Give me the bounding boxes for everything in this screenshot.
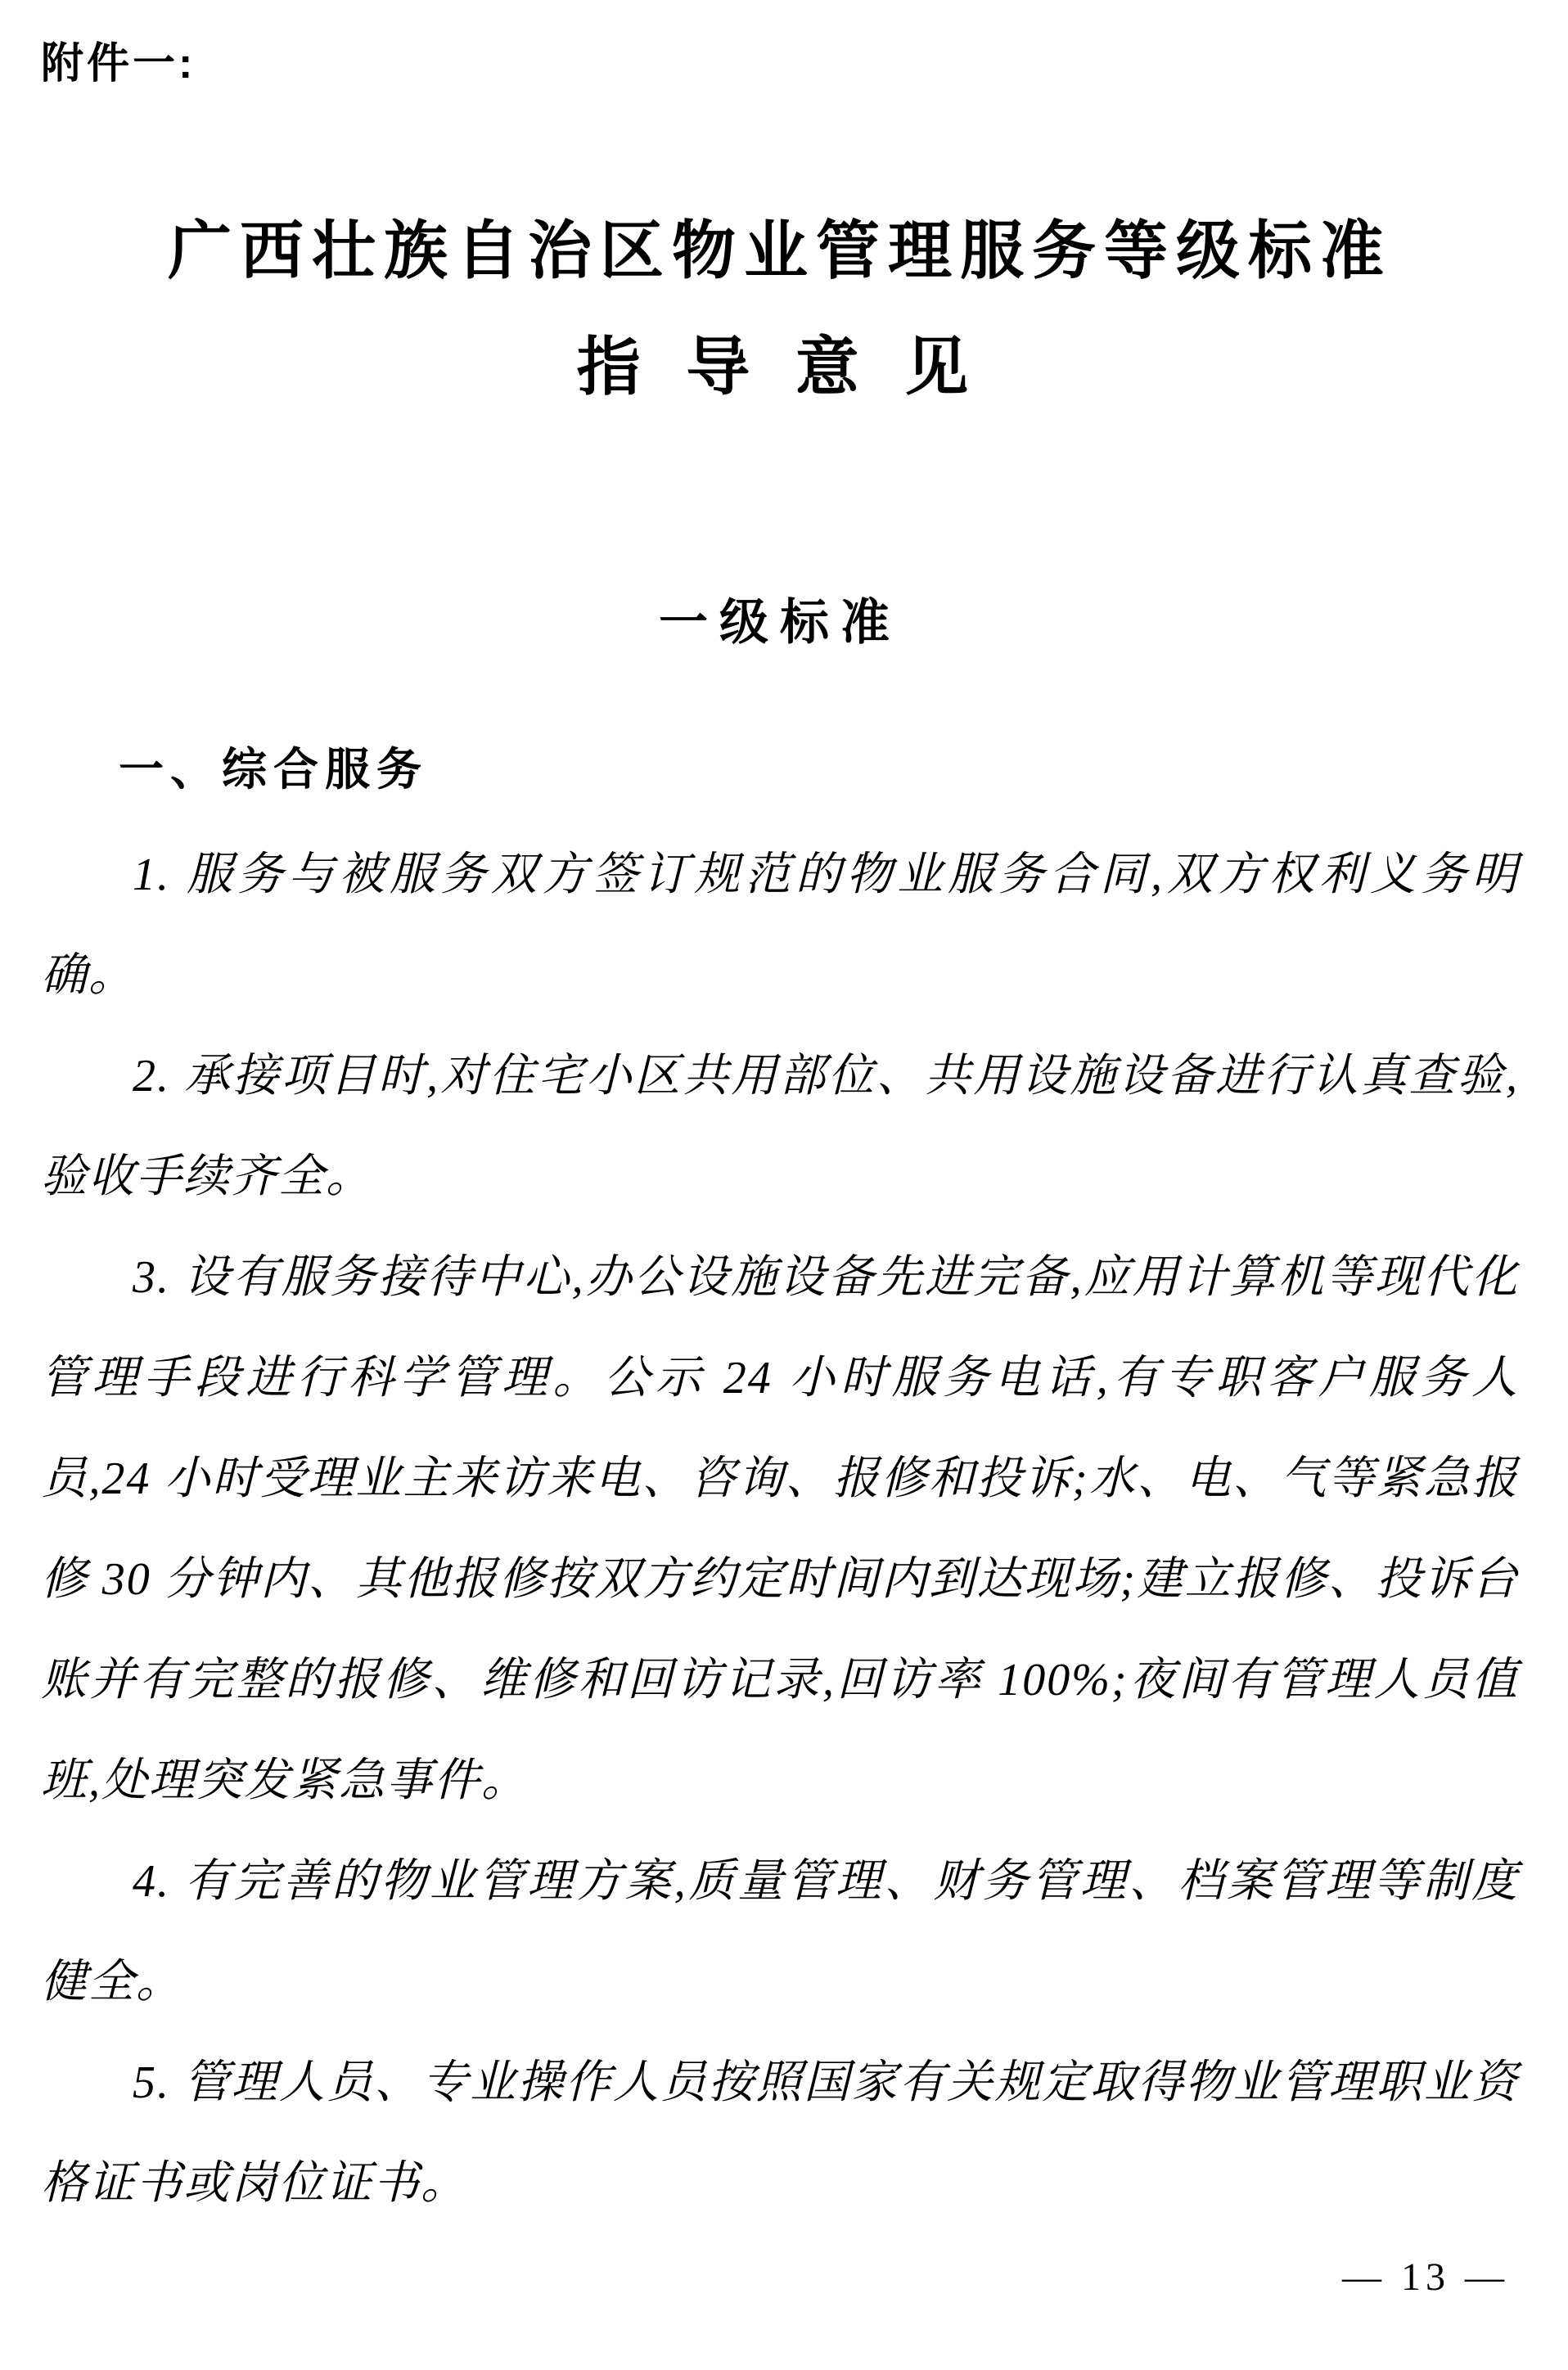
paragraph-item-3: 3. 设有服务接待中心,办公设施设备先进完备,应用计算机等现代化管理手段进行科学管理。公示 24 小时服务电话,有专职客户服务人员,24 小时受理业主来访来电、咨询、报修和投诉;水、电、气等紧急报修 30 分钟内、其他报修按双方约定时间内到达现场;建立报修、投诉台账并有完整的报修、维修和回访记录,回访率 100%;夜间有管理人员值班,处理突发紧急事件。 <box>41 1252 1519 1807</box>
document-body <box>41 825 1519 2234</box>
subsection-heading-comprehensive-services: 一、综合服务 <box>119 744 429 795</box>
document-title-line2: 指 导 意 见 <box>576 331 984 403</box>
level-one-standard-heading: 一级标准 <box>659 595 901 651</box>
page-number: — 13 — <box>1342 2255 1509 2300</box>
document-title-line1: 广西壮族自治区物业管理服务等级标准 <box>167 215 1392 286</box>
paragraph-item-2: 2. 承接项目时,对住宅小区共用部位、共用设施设备进行认真查验,验收手续齐全。 <box>41 1051 1519 1203</box>
paragraph-item-4: 4. 有完善的物业管理方案,质量管理、财务管理、档案管理等制度健全。 <box>41 1856 1519 2008</box>
attachment-label: 附件一: <box>41 40 196 88</box>
paragraph-item-1: 1. 服务与被服务双方签订规范的物业服务合同,双方权利义务明确。 <box>41 849 1519 1002</box>
paragraph-item-5: 5. 管理人员、专业操作人员按照国家有关规定取得物业管理职业资格证书或岗位证书。 <box>41 2057 1519 2210</box>
